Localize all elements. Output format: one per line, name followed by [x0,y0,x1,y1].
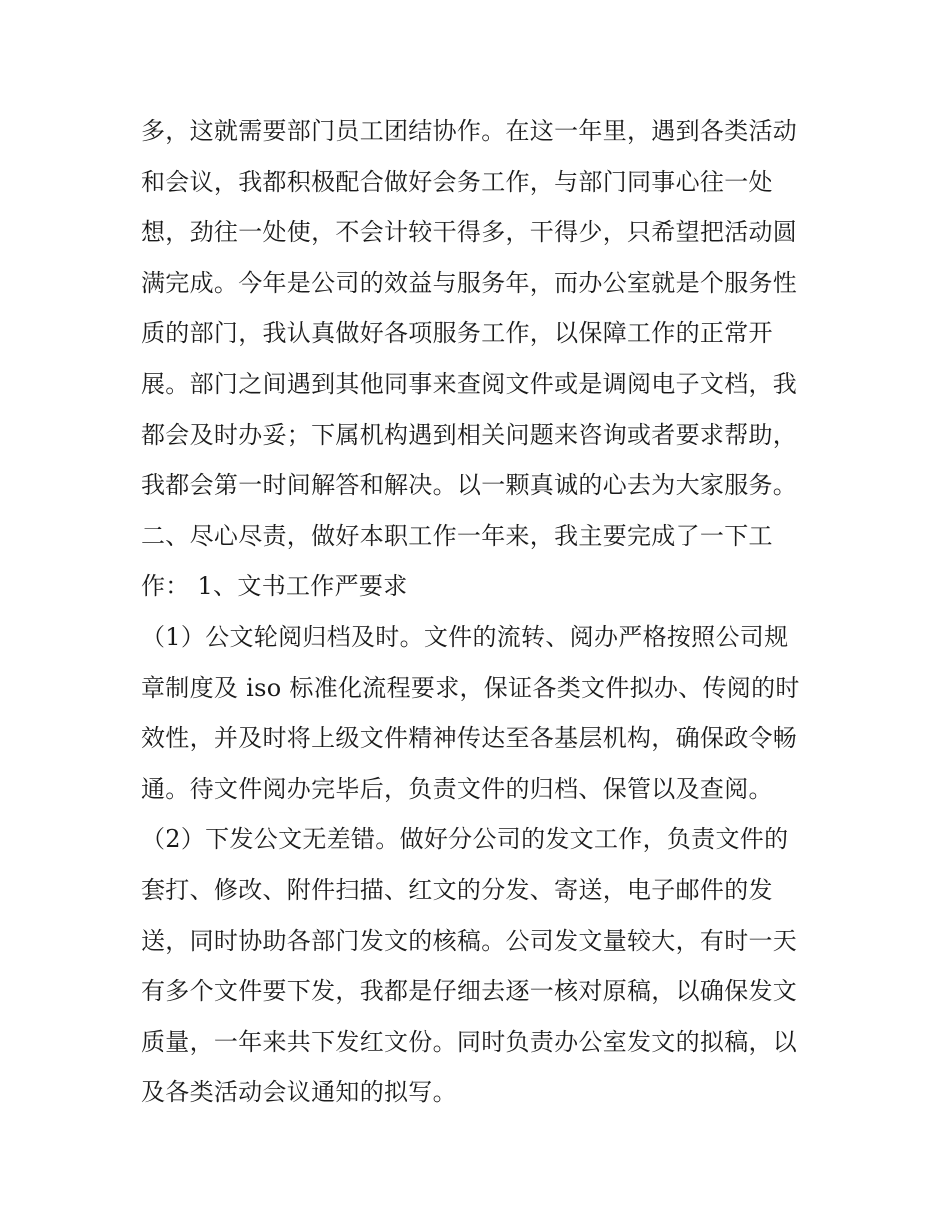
body-text [141,106,821,1118]
text-line: 套打、修改、附件扫描、红文的分发、寄送，电子邮件的发 [141,875,773,904]
text-line: （2）下发公文无差错。做好分公司的发文工作，负责文件的 [141,825,789,854]
text-line: （1）公文轮阅归档及时。文件的流转、阅办严格按照公司规 [141,622,789,651]
text-line: 效性，并及时将上级文件精神传达至各基层机构，确保政令畅 [141,724,798,753]
text-line: 有多个文件要下发，我都是仔细去逐一核对原稿，以确保发文 [141,977,798,1006]
text-line: 章制度及 iso 标准化流程要求，保证各类文件拟办、传阅的时 [141,673,800,702]
text-line: 我都会第一时间解答和解决。以一颗真诚的心去为大家服务。 [141,471,798,500]
text-line: 展。部门之间遇到其他同事来查阅文件或是调阅电子文档，我 [141,369,798,398]
section-heading-line: 二、尽心尽责，做好本职工作一年来，我主要完成了一下工 [141,521,773,550]
subsection-heading-line: 作： 1、文书工作严要求 [141,572,408,601]
text-line: 及各类活动会议通知的拟写。 [141,1078,457,1107]
text-line: 质的部门，我认真做好各项服务工作，以保障工作的正常开 [141,319,773,348]
text-line: 多，这就需要部门员工团结协作。在这一年里，遇到各类活动 [141,117,798,145]
text-line: 想，劲往一处使，不会计较干得多，干得少，只希望把活动圆 [141,218,798,247]
text-line: 都会及时办妥；下属机构遇到相关问题来咨询或者要求帮助， [141,420,798,449]
text-line: 质量，一年来共下发红文份。同时负责办公室发文的拟稿，以 [141,1027,798,1056]
text-line: 满完成。今年是公司的效益与服务年，而办公室就是个服务性 [141,268,798,297]
text-line: 通。待文件阅办完毕后，负责文件的归档、保管以及查阅。 [141,774,773,803]
text-line: 和会议，我都积极配合做好会务工作，与部门同事心往一处 [141,167,773,196]
text-line: 送，同时协助各部门发文的核稿。公司发文量较大，有时一天 [141,926,798,955]
